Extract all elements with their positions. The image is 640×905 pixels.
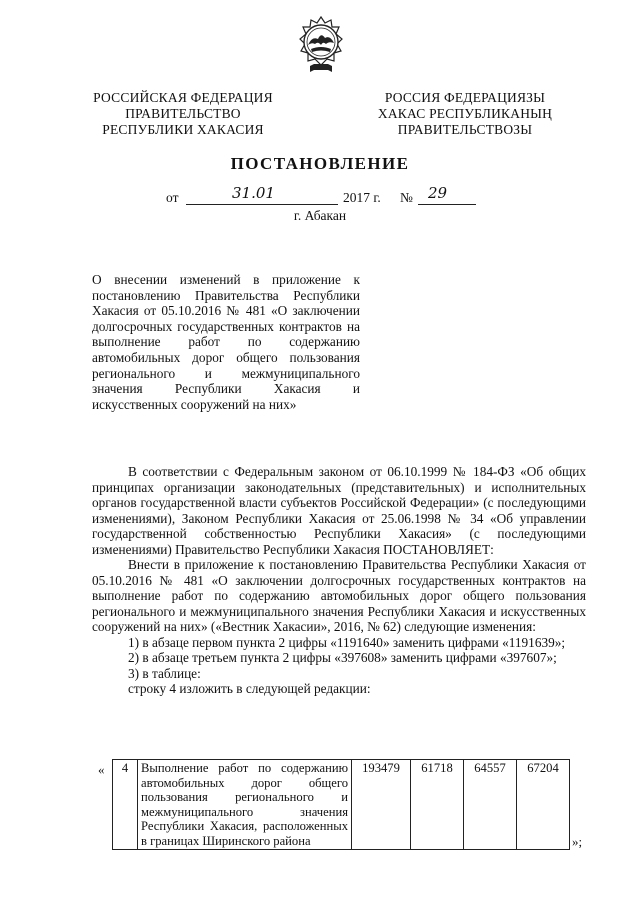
date-handwritten: 31.01 xyxy=(232,184,275,202)
number-handwritten: 29 xyxy=(428,184,448,202)
amended-table-row xyxy=(112,759,570,850)
row-value-cell: 193479 xyxy=(352,760,411,850)
header-right-line: ПРАВИТЕЛЬСТВОЗЫ xyxy=(397,122,533,137)
header-left-line: РЕСПУБЛИКИ ХАКАСИЯ xyxy=(102,122,264,137)
row-value-cell: 67204 xyxy=(517,760,570,850)
header-left xyxy=(80,90,286,138)
number-underline xyxy=(418,204,476,205)
row-number-cell: 4 xyxy=(113,760,138,850)
subject-text: О внесении изменений в приложение к постановлению Правительства Республики Хакасия от 05.10.2016 № 481 «О заключении долгосрочных государственных контрактов на выполнение работ по содержанию автомобильных дорог общего пользования регионального и межмуниципального значения Республики Хакасия и искусственных сооружений на них» xyxy=(92,272,360,412)
table-row xyxy=(113,760,570,850)
date-underline xyxy=(186,204,338,205)
amendment-item: 1) в абзаце первом пункта 2 цифры «1191640» заменить цифрами «1191639»; xyxy=(128,634,566,650)
amendment-item: 3) в таблице: xyxy=(128,665,201,681)
header-left-line: РОССИЙСКАЯ ФЕДЕРАЦИЯ xyxy=(93,90,273,105)
header-right-line: РОССИЯ ФЕДЕРАЦИЯЗЫ xyxy=(384,90,546,105)
date-from-label: от xyxy=(166,190,179,205)
coat-of-arms-emblem xyxy=(294,14,348,74)
number-label: № xyxy=(400,190,413,205)
header-right xyxy=(360,90,570,138)
amendment-item: 2) в абзаце третьем пункта 2 цифры «397608» заменить цифрами «397607»; xyxy=(128,650,557,665)
table-open-quote: « xyxy=(98,762,105,777)
document-body xyxy=(92,464,586,697)
city-label: г. Абакан xyxy=(293,208,347,223)
amendment-item: строку 4 изложить в следующей редакции: xyxy=(128,681,371,696)
year-text: 2017 г. xyxy=(343,190,381,205)
row-value-cell: 61718 xyxy=(411,760,464,850)
row-description-cell: Выполнение работ по содержанию автомобильных дорог общего пользования регионального и межмуниципального значения Республики Хакасия, расположенных в границах Ширинского района xyxy=(138,760,352,850)
header-right-line: ХАКАС РЕСПУБЛИКАНЫҢ xyxy=(377,106,553,121)
row-value-cell: 64557 xyxy=(464,760,517,850)
date-line xyxy=(0,184,640,210)
document-title: ПОСТАНОВЛЕНИЕ xyxy=(230,154,410,173)
document-subject xyxy=(92,272,360,412)
body-paragraph: Внести в приложение к постановлению Правительства Республики Хакасия от 05.10.2016 № 481 «О заключении долгосрочных государственных контрактов на выполнение работ по содержанию автомобильных дорог общего пользования регионального и межмуниципального значения Республики Хакасия и искусственных сооружений на них» («Вестник Хакасии», 2016, № 62) следующие изменения: xyxy=(92,557,586,634)
table-close-quote: »; xyxy=(572,834,583,849)
header-left-line: ПРАВИТЕЛЬСТВО xyxy=(125,106,241,121)
body-paragraph: В соответствии с Федеральным законом от 06.10.1999 № 184-ФЗ «Об общих принципах организации законодательных (представительных) и исполнительных органов государственной власти субъектов Российской Федерации» (с последующими изменениями), Законом Республики Хакасия от 25.06.1998 № 34 «Об управлении государственной собственностью Республики Хакасия» (с последующими изменениями) Правительство Республики Хакасия ПОСТАНОВЛЯЕТ: xyxy=(92,464,586,557)
